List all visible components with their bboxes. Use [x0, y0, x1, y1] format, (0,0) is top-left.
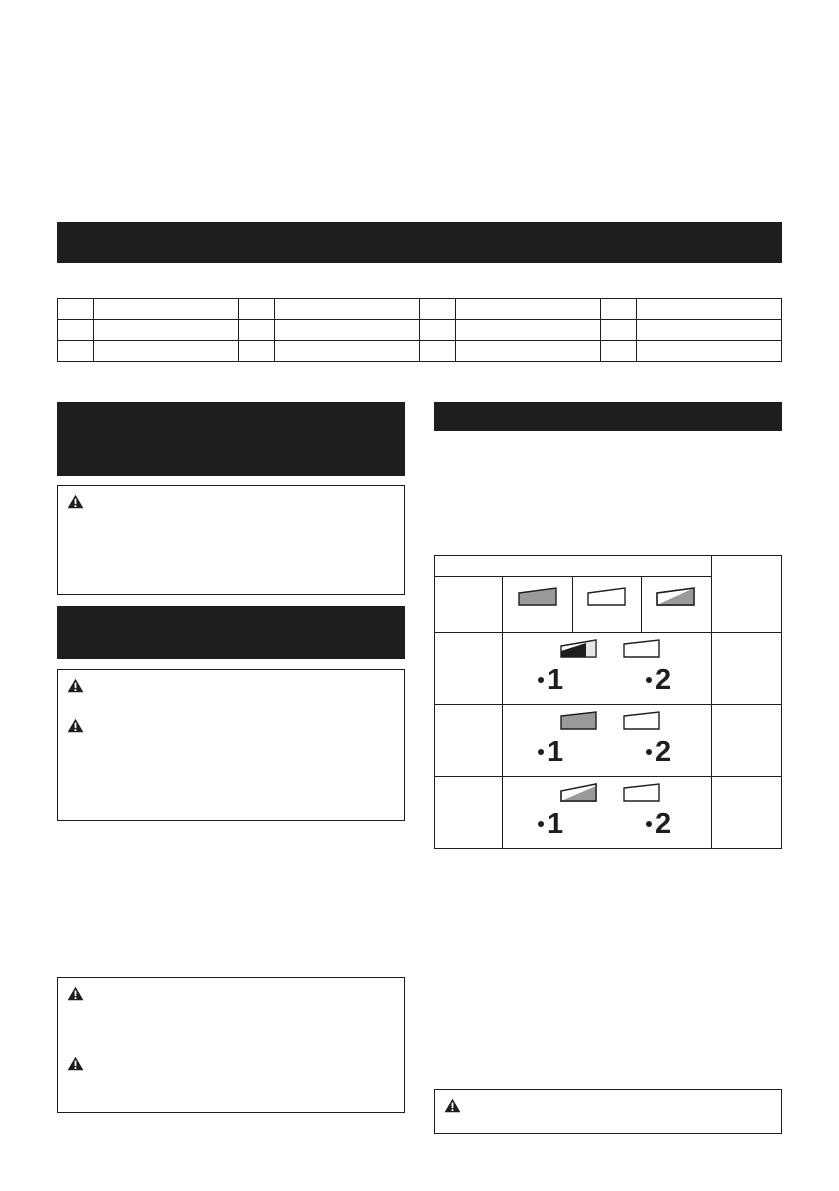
- table-cell: [58, 341, 94, 362]
- lamp-label-2: 2: [655, 808, 672, 840]
- warning-box: [57, 669, 405, 821]
- table-cell: [420, 341, 456, 362]
- warning-triangle-icon: [444, 1098, 461, 1113]
- table-cell: [94, 341, 239, 362]
- table-row: [58, 299, 782, 320]
- lamp-label-2: 2: [655, 736, 672, 768]
- warning-box: [57, 485, 405, 595]
- table-cell: [456, 341, 601, 362]
- table-cell: [239, 341, 275, 362]
- lamp-empty-icon: [623, 711, 661, 731]
- table-cell: [94, 299, 239, 320]
- section-header-bar: [57, 402, 405, 476]
- lamp-empty-icon: [587, 587, 627, 607]
- bullet-dot: [538, 821, 544, 827]
- table-cell: [420, 299, 456, 320]
- warning-triangle-icon: [67, 1056, 84, 1071]
- table-cell: [601, 320, 637, 341]
- bullet-dot: [646, 749, 652, 755]
- bullet-dot: [646, 821, 652, 827]
- lamp-dark-partial-icon: [560, 639, 598, 659]
- indicator-row: [503, 705, 711, 776]
- section-header-bar: [57, 606, 405, 659]
- lamp-label-1: 1: [547, 736, 564, 768]
- lamp-label-2: 2: [655, 664, 672, 696]
- bullet-dot: [538, 749, 544, 755]
- table-cell: [275, 341, 420, 362]
- lamp-label-1: 1: [547, 664, 564, 696]
- table-row: [58, 341, 782, 362]
- table-row: [58, 320, 782, 341]
- table-cell: [456, 320, 601, 341]
- lamp-blinking-icon: [560, 783, 598, 803]
- bullet-dot: [646, 677, 652, 683]
- table-cell: [239, 320, 275, 341]
- warning-triangle-icon: [67, 986, 84, 1001]
- section-header-bar: [57, 222, 782, 263]
- table-cell: [94, 320, 239, 341]
- table-cell: [58, 299, 94, 320]
- warning-triangle-icon: [67, 494, 84, 509]
- bullet-dot: [538, 677, 544, 683]
- warning-triangle-icon: [67, 678, 84, 693]
- section-header-bar: [434, 402, 782, 431]
- table-cell: [420, 320, 456, 341]
- warning-box: [434, 1089, 782, 1134]
- table-cell: [637, 341, 782, 362]
- warning-triangle-icon: [67, 718, 84, 733]
- indicator-row: [503, 777, 711, 848]
- table-cell: [637, 299, 782, 320]
- indicator-lamp-table: [434, 555, 782, 849]
- lamp-filled-icon: [518, 587, 558, 607]
- table-cell: [275, 320, 420, 341]
- lamp-label-1: 1: [547, 808, 564, 840]
- table-cell: [239, 299, 275, 320]
- lamp-empty-icon: [623, 639, 661, 659]
- table-cell: [601, 299, 637, 320]
- table-cell: [58, 320, 94, 341]
- indicator-row: [503, 633, 711, 704]
- lamp-empty-icon: [623, 783, 661, 803]
- table-cell: [637, 320, 782, 341]
- lamp-filled-icon: [560, 711, 598, 731]
- table-cell: [456, 299, 601, 320]
- parts-list-table: [57, 298, 782, 362]
- table-cell: [601, 341, 637, 362]
- warning-box: [57, 977, 405, 1113]
- lamp-blinking-icon: [656, 587, 696, 607]
- table-cell: [275, 299, 420, 320]
